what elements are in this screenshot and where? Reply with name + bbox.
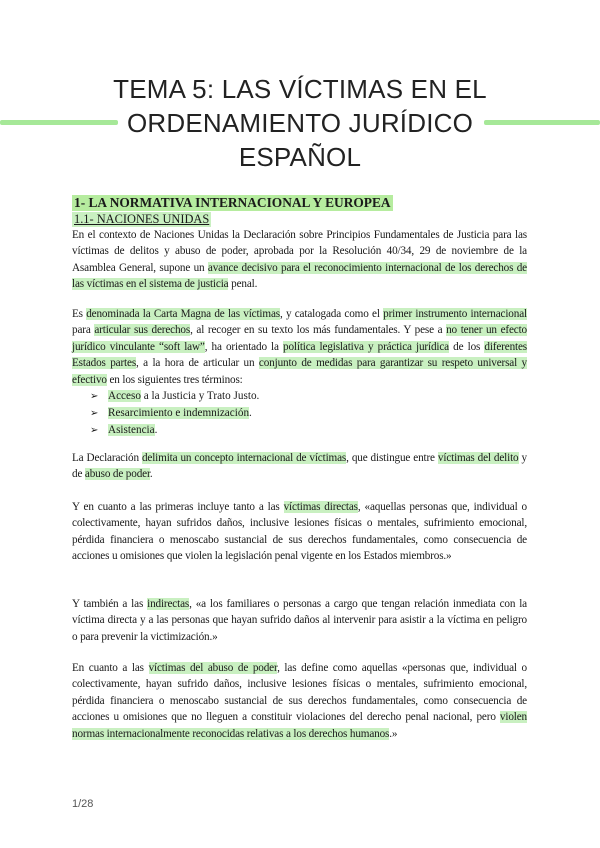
arrow-bullet-icon: ➢	[90, 391, 99, 402]
text: para	[72, 324, 95, 337]
subsection-heading: 1.1- NACIONES UNIDAS	[74, 212, 210, 226]
text: , «aquellas personas que, individual o colectivamente, hayan sufridos daños, inclusive lesiones físicas o mentales, sufrimiento emocional, pérdida financiera o menoscabo sustancial de sus derechos fundamentales, como consecuencia de acciones u omisiones que violen la legislación penal vigente en los Estados miembros.»	[72, 501, 527, 563]
text: , «a los familiares o personas a cargo que tengan relación inmediata con la víctima directa y a las personas que hayan sufrido daños al intervenir para asistir a la víctima en peligro o para prevenir la victimización.»	[72, 598, 527, 643]
paragraph-4	[72, 499, 527, 565]
highlight: indirectas	[147, 598, 190, 610]
highlight: Acceso	[108, 390, 141, 402]
highlight: denominada la Carta Magna de las víctimas	[86, 308, 280, 320]
title-line-1: TEMA 5: LAS VÍCTIMAS EN EL	[113, 74, 487, 104]
title-line-3: ESPAÑOL	[238, 142, 362, 172]
highlight: primer instrumento internacional	[383, 308, 527, 320]
text: , las define como aquellas «personas que, individual o colectivamente, hayan sufrido daños, inclusive lesiones físicas o mentales, sufrimiento emocional, pérdida financiera o menoscabo sustancial de sus derechos fundamentales, como consecuencia de acciones u omisiones que no lleguen a constituir violaciones del derecho penal nacional, pero	[72, 662, 527, 724]
section-heading: 1- LA NORMATIVA INTERNACIONAL Y EUROPEA	[74, 195, 391, 210]
text: Y también a las	[72, 598, 148, 610]
highlight: política legislativa y práctica jurídica	[283, 340, 449, 353]
text: Y en cuanto a las primeras incluye tanto a las	[72, 501, 284, 513]
arrow-bullet-icon: ➢	[90, 425, 99, 436]
text: .	[154, 424, 158, 436]
text: penal.	[228, 278, 258, 291]
text: , y catalogada como el	[279, 308, 384, 320]
paragraph-5	[72, 596, 527, 645]
paragraph-2	[72, 306, 527, 388]
text: a la Justicia y Trato Justo.	[140, 390, 260, 402]
text: , al recoger en su texto los más fundamentales. Y pese a	[190, 324, 447, 337]
text: Es	[72, 308, 87, 320]
paragraph-1	[72, 227, 527, 293]
page-number: 1/28	[72, 798, 94, 810]
text: La Declaración	[72, 452, 142, 464]
highlight: víctimas del delito	[437, 452, 519, 464]
highlight: no tener un efecto jurídico vinculante “soft law”	[72, 324, 527, 353]
list-item	[90, 422, 259, 439]
highlight: conjunto de medidas para garantizar su respeto universal y efectivo	[72, 357, 527, 386]
title-line-2: ORDENAMIENTO JURÍDICO	[126, 108, 474, 138]
text: en los siguientes tres términos:	[106, 373, 243, 386]
highlight: víctimas directas	[283, 501, 358, 513]
text: En el contexto de Naciones Unidas la Declaración sobre Principios Fundamentales de Justicia para las víctimas de delitos y abuso de poder, aprobada por la Resolución 40/34, 29 de noviembre de la Asamblea General, supone un	[72, 229, 527, 274]
highlight: víctimas del abuso de poder	[148, 662, 278, 674]
highlight: Asistencia	[108, 424, 155, 436]
paragraph-3	[72, 450, 527, 483]
text: .	[249, 407, 252, 419]
text: y de	[72, 452, 528, 481]
highlight: Resarcimiento e indemnización	[108, 407, 250, 419]
text: .»	[389, 727, 398, 740]
text: de los	[449, 340, 485, 353]
text: , a la hora de articular un	[136, 357, 259, 370]
list-item	[90, 405, 259, 422]
highlight: avance decisivo para el reconocimiento internacional de los derechos de las víctimas en el sistema de justicia	[72, 261, 527, 291]
highlight: diferentes Estados partes	[72, 340, 527, 370]
text: En cuanto a las	[72, 662, 149, 674]
highlight: violen normas internacionalmente reconocidas relativas a los derechos humanos	[72, 711, 527, 740]
arrow-bullet-icon: ➢	[90, 408, 99, 419]
highlight: abuso de poder	[84, 468, 150, 481]
document-title	[60, 72, 540, 174]
highlight: delimita un concepto internacional de víctimas	[141, 452, 347, 464]
text: .	[149, 468, 153, 481]
terms-list	[90, 388, 259, 439]
text: , que distingue entre	[346, 452, 438, 464]
list-item	[90, 388, 259, 405]
text: , ha orientado la	[204, 340, 284, 353]
paragraph-6	[72, 660, 527, 742]
highlight: articular sus derechos	[94, 324, 191, 337]
